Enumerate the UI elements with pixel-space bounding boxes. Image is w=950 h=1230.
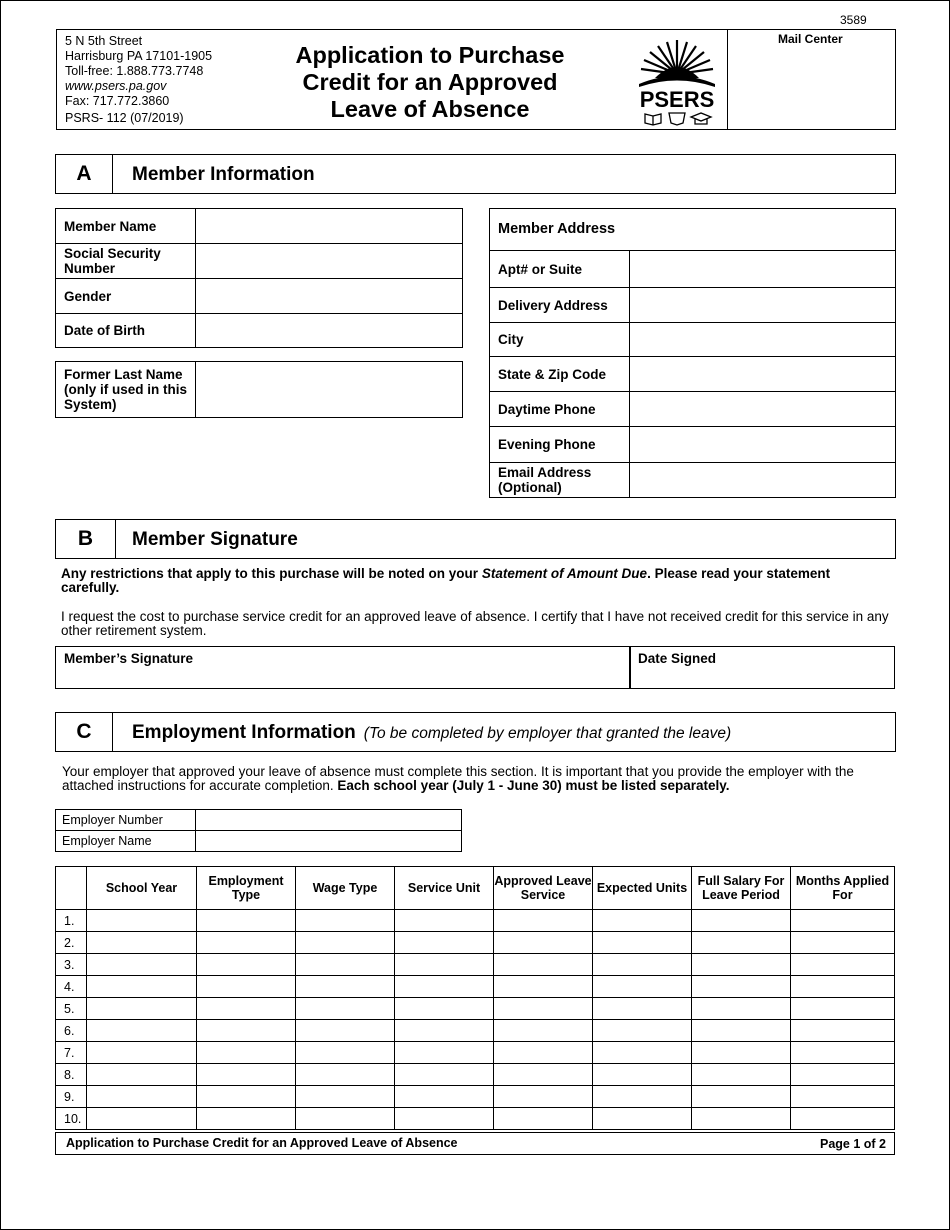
table-cell-input[interactable]: [791, 932, 895, 954]
table-cell-input[interactable]: [87, 910, 197, 932]
table-cell-input[interactable]: [494, 1042, 593, 1064]
table-cell-input[interactable]: [692, 1108, 791, 1130]
row-number: 8.: [56, 1064, 87, 1086]
column-header: Service Unit: [395, 867, 494, 910]
fax: Fax: 717.772.3860: [65, 94, 170, 108]
notice-prefix: Any restrictions that apply to this purchase will be noted on your: [61, 566, 482, 581]
table-row: [56, 954, 895, 976]
address-line-1: 5 N 5th Street: [65, 34, 143, 48]
field-label: City: [490, 323, 630, 357]
state-zip-input[interactable]: [630, 357, 896, 392]
table-cell-input[interactable]: [593, 1064, 692, 1086]
table-cell-input[interactable]: [395, 932, 494, 954]
dob-input[interactable]: [196, 314, 463, 348]
field-label: Employer Name: [56, 831, 196, 852]
city-input[interactable]: [630, 323, 896, 357]
table-cell-input[interactable]: [791, 1042, 895, 1064]
row-number: 2.: [56, 932, 87, 954]
column-header: Months Applied For: [791, 867, 895, 910]
table-cell-input[interactable]: [296, 998, 395, 1020]
horizon-icon: [639, 76, 715, 87]
table-cell-input[interactable]: [494, 998, 593, 1020]
table-cell-input[interactable]: [296, 954, 395, 976]
daytime-phone-input[interactable]: [630, 392, 896, 427]
section-title: [132, 722, 731, 744]
table-cell-input[interactable]: [593, 932, 692, 954]
address-line-2: Harrisburg PA 17101-1905: [65, 49, 213, 63]
table-cell-input[interactable]: [494, 910, 593, 932]
table-cell-input[interactable]: [296, 910, 395, 932]
table-cell-input[interactable]: [791, 1086, 895, 1108]
table-row: [56, 932, 895, 954]
table-cell-input[interactable]: [395, 954, 494, 976]
section-letter: C: [56, 713, 113, 751]
section-letter: A: [56, 155, 113, 193]
header-box: [56, 29, 896, 130]
field-label: Evening Phone: [490, 427, 630, 463]
row-number: 9.: [56, 1086, 87, 1108]
table-cell-input[interactable]: [593, 998, 692, 1020]
column-header: Wage Type: [296, 867, 395, 910]
table-cell-input[interactable]: [791, 910, 895, 932]
table-cell-input[interactable]: [593, 954, 692, 976]
table-cell-input[interactable]: [692, 998, 791, 1020]
email-input[interactable]: [630, 463, 896, 498]
logo-text: PSERS: [639, 87, 715, 112]
table-cell-input[interactable]: [692, 1042, 791, 1064]
table-cell-input[interactable]: [197, 998, 296, 1020]
table-cell-input[interactable]: [692, 976, 791, 998]
table-row: [56, 1086, 895, 1108]
table-row: [56, 910, 895, 932]
field-label: Employer Number: [56, 810, 196, 831]
member-address-box: [489, 208, 896, 251]
mail-center-box: [727, 30, 896, 129]
table-cell-input[interactable]: [494, 976, 593, 998]
table-cell-input[interactable]: [494, 932, 593, 954]
field-label: Former Last Name (only if used in this System): [56, 362, 196, 418]
table-cell-input[interactable]: [197, 1108, 296, 1130]
former-name-input[interactable]: [196, 362, 463, 418]
column-header: Expected Units: [593, 867, 692, 910]
page-footer: [55, 1132, 895, 1155]
table-cell-input[interactable]: [87, 932, 197, 954]
table-cell-input[interactable]: [692, 932, 791, 954]
table-cell-input[interactable]: [395, 976, 494, 998]
table-cell-input[interactable]: [296, 1020, 395, 1042]
table-cell-input[interactable]: [593, 976, 692, 998]
table-cell-input[interactable]: [395, 1108, 494, 1130]
evening-phone-input[interactable]: [630, 427, 896, 463]
table-cell-input[interactable]: [791, 998, 895, 1020]
return-address: [65, 34, 212, 126]
table-cell-input[interactable]: [87, 1108, 197, 1130]
table-cell-input[interactable]: [197, 976, 296, 998]
column-header: Employment Type: [197, 867, 296, 910]
row-number: 10.: [56, 1108, 87, 1130]
row-number: 4.: [56, 976, 87, 998]
form-number: 3589: [840, 13, 867, 27]
signature-box: [55, 646, 895, 689]
field-label: Member Name: [56, 209, 196, 244]
instructions-text: Your employer that approved your leave of absence must complete this section. It is important that you provide the employer with the attached instructions for accurate completion.: [62, 764, 854, 793]
table-cell-input[interactable]: [87, 1020, 197, 1042]
row-number: 5.: [56, 998, 87, 1020]
table-cell-input[interactable]: [395, 998, 494, 1020]
table-cell-input[interactable]: [395, 910, 494, 932]
section-title-text: Employment Information: [132, 722, 356, 743]
table-cell-input[interactable]: [296, 1086, 395, 1108]
section-a-header: [55, 154, 896, 194]
table-cell-input[interactable]: [296, 1064, 395, 1086]
table-cell-input[interactable]: [87, 998, 197, 1020]
table-cell-input[interactable]: [791, 1108, 895, 1130]
table-cell-input[interactable]: [197, 954, 296, 976]
section-letter: B: [56, 520, 116, 558]
leave-service-table: [55, 866, 895, 1130]
table-cell-input[interactable]: [197, 910, 296, 932]
field-label: Social Security Number: [56, 244, 196, 279]
column-header: [56, 867, 87, 910]
footer-title: Application to Purchase Credit for an Approved Leave of Absence: [66, 1136, 458, 1150]
psers-logo: [631, 34, 723, 126]
page-number: Page 1 of 2: [820, 1137, 886, 1151]
table-cell-input[interactable]: [395, 1086, 494, 1108]
section-c-header: [55, 712, 896, 752]
table-row: [56, 976, 895, 998]
table-cell-input[interactable]: [87, 976, 197, 998]
table-row: [56, 1108, 895, 1130]
column-header: School Year: [87, 867, 197, 910]
field-label: State & Zip Code: [490, 357, 630, 392]
table-cell-input[interactable]: [791, 954, 895, 976]
table-cell-input[interactable]: [494, 954, 593, 976]
gender-input[interactable]: [196, 279, 463, 314]
field-label: Daytime Phone: [490, 392, 630, 427]
title-line-2: Credit for an Approved: [302, 69, 558, 95]
notice-italic: Statement of Amount Due: [481, 566, 648, 581]
table-cell-input[interactable]: [494, 1086, 593, 1108]
signature-label: Member’s Signature: [64, 651, 194, 666]
mail-center-label: Mail Center: [778, 32, 843, 46]
member-name-input[interactable]: [196, 209, 463, 244]
member-address-table: [489, 250, 896, 498]
table-cell-input[interactable]: [494, 1064, 593, 1086]
row-number: 3.: [56, 954, 87, 976]
form-title: [275, 42, 585, 123]
signature-divider: [629, 647, 631, 688]
table-cell-input[interactable]: [395, 1020, 494, 1042]
table-row: [56, 1042, 895, 1064]
row-number: 6.: [56, 1020, 87, 1042]
delivery-address-input[interactable]: [630, 288, 896, 323]
field-label: Delivery Address: [490, 288, 630, 323]
table-cell-input[interactable]: [593, 910, 692, 932]
field-label: Email Address (Optional): [490, 463, 630, 498]
column-header: Approved Leave Service: [494, 867, 593, 910]
employer-number-input[interactable]: [196, 810, 462, 831]
table-cell-input[interactable]: [791, 1064, 895, 1086]
date-signed-label: Date Signed: [638, 651, 717, 666]
table-cell-input[interactable]: [791, 976, 895, 998]
table-row: [56, 1064, 895, 1086]
ssn-input[interactable]: [196, 244, 463, 279]
row-number: 1.: [56, 910, 87, 932]
table-cell-input[interactable]: [197, 1086, 296, 1108]
table-cell-input[interactable]: [296, 1042, 395, 1064]
member-address-title: Member Address: [498, 221, 616, 237]
table-cell-input[interactable]: [593, 1086, 692, 1108]
member-info-table: [55, 208, 463, 348]
table-cell-input[interactable]: [494, 1020, 593, 1042]
field-label: Apt# or Suite: [490, 251, 630, 288]
table-cell-input[interactable]: [197, 932, 296, 954]
field-label: Gender: [56, 279, 196, 314]
table-cell-input[interactable]: [87, 1064, 197, 1086]
table-cell-input[interactable]: [197, 1064, 296, 1086]
instructions-bold: Each school year (July 1 - June 30) must be listed separately.: [337, 778, 730, 793]
notice-suffix: . Please read your statement carefully.: [61, 566, 831, 595]
table-cell-input[interactable]: [593, 1042, 692, 1064]
section-subtitle: (To be completed by employer that granted the leave): [363, 725, 732, 742]
book-keystone-cap-icons: [645, 113, 711, 125]
leave-service-rows: [56, 910, 895, 1130]
row-number: 7.: [56, 1042, 87, 1064]
table-row: [56, 998, 895, 1020]
table-cell-input[interactable]: [395, 1064, 494, 1086]
employer-name-input[interactable]: [196, 831, 462, 852]
toll-free: Toll-free: 1.888.773.7748: [65, 64, 204, 78]
table-cell-input[interactable]: [296, 1108, 395, 1130]
table-cell-input[interactable]: [692, 954, 791, 976]
section-title: Member Information: [132, 164, 315, 185]
certification-text: I request the cost to purchase service credit for an approved leave of absence. I certify that I have not received credit for this service in any other retirement system.: [61, 609, 889, 638]
table-cell-input[interactable]: [593, 1020, 692, 1042]
table-cell-input[interactable]: [494, 1108, 593, 1130]
table-cell-input[interactable]: [296, 932, 395, 954]
employment-instructions: [62, 765, 892, 793]
table-cell-input[interactable]: [692, 1064, 791, 1086]
table-cell-input[interactable]: [593, 1108, 692, 1130]
employer-table: [55, 809, 462, 852]
table-cell-input[interactable]: [791, 1020, 895, 1042]
table-cell-input[interactable]: [87, 1042, 197, 1064]
table-cell-input[interactable]: [87, 954, 197, 976]
table-cell-input[interactable]: [87, 1086, 197, 1108]
table-cell-input[interactable]: [197, 1020, 296, 1042]
table-cell-input[interactable]: [197, 1042, 296, 1064]
field-label: Date of Birth: [56, 314, 196, 348]
website: www.psers.pa.gov: [65, 79, 167, 93]
form-id: PSRS- 112 (07/2019): [65, 111, 184, 125]
column-header: Full Salary For Leave Period: [692, 867, 791, 910]
table-cell-input[interactable]: [395, 1042, 494, 1064]
table-cell-input[interactable]: [296, 976, 395, 998]
section-title: Member Signature: [132, 529, 298, 550]
title-line-3: Leave of Absence: [330, 96, 530, 122]
apt-input[interactable]: [630, 251, 896, 288]
table-row: [56, 1020, 895, 1042]
section-b-header: [55, 519, 896, 559]
former-name-table: [55, 361, 463, 418]
table-cell-input[interactable]: [692, 1020, 791, 1042]
title-line-1: Application to Purchase: [295, 42, 565, 68]
table-cell-input[interactable]: [692, 910, 791, 932]
table-cell-input[interactable]: [692, 1086, 791, 1108]
restrictions-notice: [61, 567, 891, 595]
